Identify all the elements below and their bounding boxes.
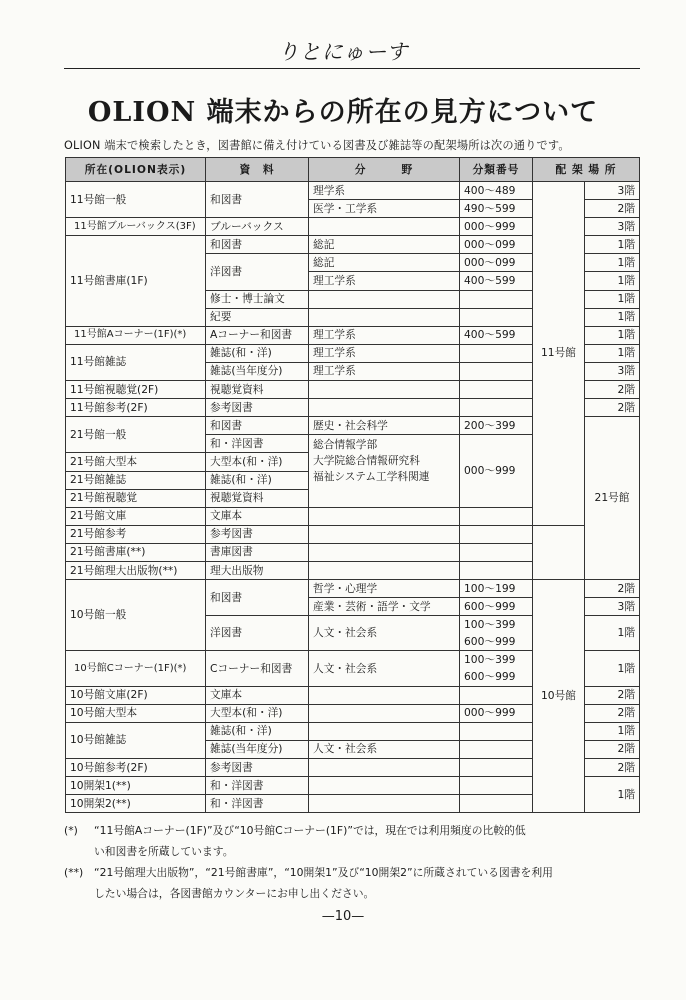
footnote-2 xyxy=(64,862,654,883)
field-cell: 総記 xyxy=(309,236,460,254)
field-cell xyxy=(309,777,460,795)
location-table xyxy=(65,157,640,813)
material-cell: 雑誌(和・洋) xyxy=(206,471,309,489)
material-cell: Cコーナー和図書 xyxy=(206,651,309,686)
code-cell: 000〜999 xyxy=(460,218,533,236)
code-cell: 400〜489 xyxy=(460,182,533,200)
code-cell xyxy=(460,507,533,525)
material-cell: 和図書 xyxy=(206,417,309,435)
material-cell: 参考図書 xyxy=(206,525,309,543)
material-cell: 和・洋図書 xyxy=(206,795,309,813)
floor-cell: 1階 xyxy=(585,272,640,290)
material-cell: 和図書 xyxy=(206,182,309,218)
code-cell: 490〜599 xyxy=(460,200,533,218)
code-cell: 600〜999 xyxy=(460,633,533,651)
table-row xyxy=(66,182,640,200)
material-cell: 紀要 xyxy=(206,308,309,326)
floor-cell: 1階 xyxy=(585,344,640,362)
field-cell-21-block xyxy=(309,435,460,507)
field-cell xyxy=(309,381,460,399)
table-row xyxy=(66,561,640,579)
location-cell: 10号館雑誌 xyxy=(66,722,206,758)
field-cell xyxy=(309,399,460,417)
code-cell: 600〜999 xyxy=(460,669,533,687)
field-cell xyxy=(309,795,460,813)
field-cell xyxy=(309,561,460,579)
footnote-text: “21号館理大出版物”，“21号館書庫”，“10開架1”及び“10開架2”に所蔵されている図書を利用 xyxy=(94,866,553,879)
field-cell: 哲学・心理学 xyxy=(309,580,460,598)
field-cell: 歴史・社会科学 xyxy=(309,417,460,435)
location-cell: 21号館雑誌 xyxy=(66,471,206,489)
location-cell: 21号館参考 xyxy=(66,525,206,543)
location-cell: 11号館雑誌 xyxy=(66,344,206,380)
floor-cell: 2階 xyxy=(585,381,640,399)
code-cell: 100〜399 xyxy=(460,651,533,669)
code-cell xyxy=(460,722,533,740)
page-title: OLION 端末からの所在の見方について xyxy=(87,97,599,128)
footnote-text: い和図書を所蔵しています。 xyxy=(94,845,234,858)
floor-cell: 1階 xyxy=(585,616,640,651)
material-cell: 雑誌(和・洋) xyxy=(206,722,309,740)
field-cell: 理工学系 xyxy=(309,326,460,344)
code-cell: 400〜599 xyxy=(460,326,533,344)
material-cell: Aコーナー和図書 xyxy=(206,326,309,344)
field-cell xyxy=(309,704,460,722)
location-cell: 11号館参考(2F) xyxy=(66,399,206,417)
field-cell: 理工学系 xyxy=(309,362,460,380)
table-row xyxy=(66,525,640,543)
field-cell: 産業・芸術・語学・文学 xyxy=(309,598,460,616)
location-cell: 21号館視聴覚 xyxy=(66,489,206,507)
floor-cell: 1階 xyxy=(585,651,640,686)
floor-cell: 2階 xyxy=(585,740,640,758)
footnote-text: したい場合は，各図書館カウンターにお申し出ください。 xyxy=(94,887,375,900)
code-cell xyxy=(460,308,533,326)
field-cell xyxy=(309,290,460,308)
floor-cell: 2階 xyxy=(585,580,640,598)
code-cell: 000〜999 xyxy=(460,704,533,722)
intro-text: OLION 端末で検索したとき，図書館に備え付けている図書及び雑誌等の配架場所は次の通りです。 xyxy=(64,139,570,152)
location-cell: 21号館文庫 xyxy=(66,507,206,525)
material-cell: 文庫本 xyxy=(206,507,309,525)
location-cell: 11号館Aコーナー(1F)(*) xyxy=(66,326,206,344)
material-cell: 文庫本 xyxy=(206,686,309,704)
field-cell: 人文・社会系 xyxy=(309,740,460,758)
newsletter-title: りとにゅーす xyxy=(277,40,409,64)
field-cell: 人文・社会系 xyxy=(309,616,460,651)
material-cell: 洋図書 xyxy=(206,616,309,651)
field-cell xyxy=(309,543,460,561)
code-cell xyxy=(460,561,533,579)
code-cell xyxy=(460,777,533,795)
material-cell: 書庫図書 xyxy=(206,543,309,561)
field-cell: 医学・工学系 xyxy=(309,200,460,218)
location-cell: 10号館参考(2F) xyxy=(66,759,206,777)
code-cell xyxy=(460,543,533,561)
code-cell: 000〜099 xyxy=(460,236,533,254)
code-cell: 000〜099 xyxy=(460,254,533,272)
building-cell-10: 10号館 xyxy=(533,580,585,813)
material-cell: 参考図書 xyxy=(206,399,309,417)
code-cell xyxy=(460,290,533,308)
floor-cell: 2階 xyxy=(585,200,640,218)
footnote-2-cont xyxy=(64,883,654,904)
floor-cell: 3階 xyxy=(585,218,640,236)
code-cell: 400〜599 xyxy=(460,272,533,290)
footnote-mark: (**) xyxy=(64,866,84,879)
header-code: 分類番号 xyxy=(460,158,533,182)
floor-cell: 2階 xyxy=(585,686,640,704)
code-cell xyxy=(460,344,533,362)
material-cell: 和・洋図書 xyxy=(206,435,309,453)
material-cell: 和図書 xyxy=(206,236,309,254)
floor-cell: 1階 xyxy=(585,722,640,740)
material-cell: 雑誌(当年度分) xyxy=(206,362,309,380)
location-cell: 10開架1(**) xyxy=(66,777,206,795)
location-cell: 10号館一般 xyxy=(66,580,206,651)
location-cell: 11号館ブルーバックス(3F) xyxy=(66,218,206,236)
building-cell-11: 11号館 xyxy=(533,182,585,526)
floor-cell: 1階 xyxy=(585,326,640,344)
material-cell: 和図書 xyxy=(206,580,309,616)
code-cell: 100〜199 xyxy=(460,580,533,598)
table-row xyxy=(66,580,640,598)
floor-cell: 3階 xyxy=(585,182,640,200)
field-cell xyxy=(309,686,460,704)
material-cell: 大型本(和・洋) xyxy=(206,704,309,722)
field-line: 大学院総合情報研究科 xyxy=(313,454,420,468)
code-cell: 100〜399 xyxy=(460,616,533,634)
code-cell xyxy=(460,686,533,704)
location-cell: 11号館一般 xyxy=(66,182,206,218)
material-cell: 視聴覚資料 xyxy=(206,489,309,507)
field-cell: 人文・社会系 xyxy=(309,651,460,686)
floor-cell: 3階 xyxy=(585,362,640,380)
material-cell: 雑誌(当年度分) xyxy=(206,740,309,758)
code-cell xyxy=(460,795,533,813)
footnote-1-cont xyxy=(64,841,654,862)
location-cell: 21号館理大出版物(**) xyxy=(66,561,206,579)
header-divider xyxy=(64,68,640,69)
field-cell: 理工学系 xyxy=(309,344,460,362)
field-cell xyxy=(309,722,460,740)
location-cell: 10号館文庫(2F) xyxy=(66,686,206,704)
material-cell: 修士・博士論文 xyxy=(206,290,309,308)
field-cell xyxy=(309,308,460,326)
floor-cell: 1階 xyxy=(585,308,640,326)
code-cell xyxy=(460,381,533,399)
table-row xyxy=(66,543,640,561)
location-cell: 10開架2(**) xyxy=(66,795,206,813)
material-cell: ブルーバックス xyxy=(206,218,309,236)
field-line: 総合情報学部 xyxy=(313,438,378,452)
material-cell: 雑誌(和・洋) xyxy=(206,344,309,362)
code-cell: 200〜399 xyxy=(460,417,533,435)
footnote-mark: (*) xyxy=(64,824,78,837)
code-cell: 600〜999 xyxy=(460,598,533,616)
field-cell: 総記 xyxy=(309,254,460,272)
field-cell xyxy=(309,507,460,525)
building-cell-21: 21号館 xyxy=(585,417,640,580)
material-cell: 理大出版物 xyxy=(206,561,309,579)
floor-cell: 2階 xyxy=(585,704,640,722)
footnote-text: “11号館Aコーナー(1F)”及び“10号館Cコーナー(1F)”では，現在では利用頻度の比較的低 xyxy=(94,824,526,837)
location-cell: 10号館大型本 xyxy=(66,704,206,722)
floor-cell: 2階 xyxy=(585,399,640,417)
header-place: 配 架 場 所 xyxy=(533,158,640,182)
floor-cell: 1階 xyxy=(585,236,640,254)
table-header-row xyxy=(66,158,640,182)
floor-cell: 2階 xyxy=(585,759,640,777)
field-cell xyxy=(309,759,460,777)
location-cell: 21号館一般 xyxy=(66,417,206,453)
page-number: —10— xyxy=(321,909,365,924)
material-cell: 参考図書 xyxy=(206,759,309,777)
floor-cell: 1階 xyxy=(585,254,640,272)
field-cell: 理工学系 xyxy=(309,272,460,290)
header-location: 所在(OLION表示) xyxy=(66,158,206,182)
location-cell: 21号館大型本 xyxy=(66,453,206,471)
floor-cell: 1階 xyxy=(585,777,640,813)
header-field: 分 野 xyxy=(309,158,460,182)
material-cell: 視聴覚資料 xyxy=(206,381,309,399)
location-cell: 21号館書庫(**) xyxy=(66,543,206,561)
footnotes xyxy=(64,820,654,904)
location-cell: 11号館書庫(1F) xyxy=(66,236,206,326)
field-cell xyxy=(309,525,460,543)
field-cell xyxy=(309,218,460,236)
material-cell: 大型本(和・洋) xyxy=(206,453,309,471)
field-line: 福祉システム工学科関連 xyxy=(313,470,430,484)
location-cell: 11号館視聴覚(2F) xyxy=(66,381,206,399)
material-cell: 和・洋図書 xyxy=(206,777,309,795)
footnote-1 xyxy=(64,820,654,841)
material-cell: 洋図書 xyxy=(206,254,309,290)
field-cell: 理学系 xyxy=(309,182,460,200)
code-cell xyxy=(460,525,533,543)
code-cell xyxy=(460,759,533,777)
header-material: 資 料 xyxy=(206,158,309,182)
floor-cell: 3階 xyxy=(585,598,640,616)
code-cell xyxy=(460,740,533,758)
code-cell xyxy=(460,399,533,417)
floor-cell: 1階 xyxy=(585,290,640,308)
code-cell xyxy=(460,362,533,380)
location-cell: 10号館Cコーナー(1F)(*) xyxy=(66,651,206,686)
code-cell-21-block: 000〜999 xyxy=(460,435,533,507)
